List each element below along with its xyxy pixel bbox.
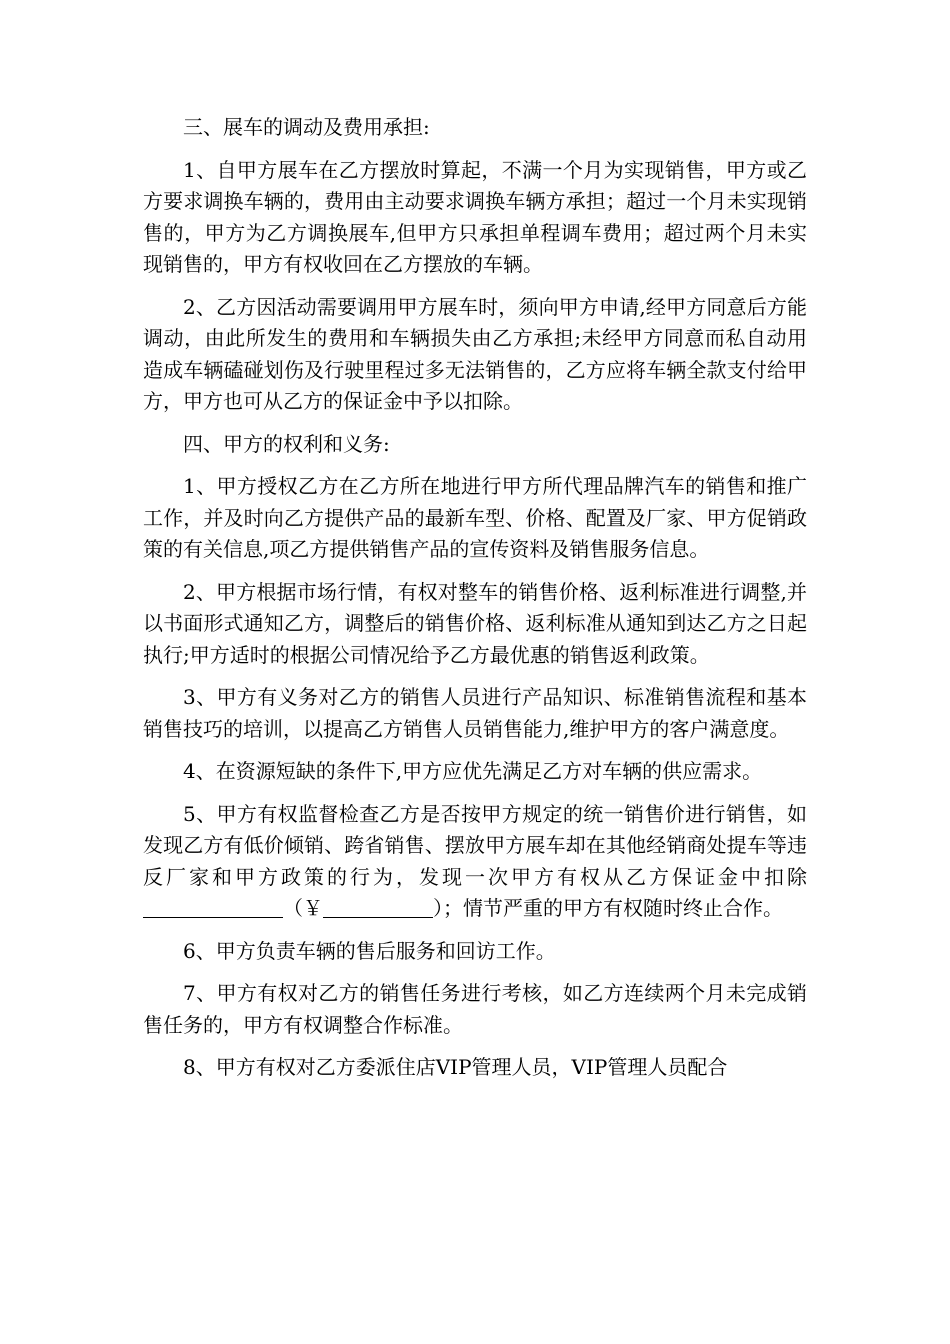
clause-4-8: 8、甲方有权对乙方委派住店VIP管理人员，VIP管理人员配合 xyxy=(183,1055,728,1079)
clause-4-6: 6、甲方负责车辆的售后服务和回访工作。 xyxy=(183,938,556,963)
clause-3-2: 2、乙方因活动需要调用甲方展车时，须向甲方申请,经甲方同意后方能调动，由此所发生的费用和车辆损失由乙方承担;未经甲方同意而私自动用造成车辆磕碰划伤及行驶里程过多无法销售的，乙方应将车辆全款支付给甲方，甲方也可从乙方的保证金中予以扣除。 xyxy=(143,294,807,413)
section-heading-4: 四、甲方的权利和义务: xyxy=(183,431,390,456)
clause-4-2: 2、甲方根据市场行情，有权对整车的销售价格、返利标准进行调整,并以书面形式通知乙方，调整后的销售价格、返利标准从通知到达乙方之日起执行;甲方适时的根据公司情况给予乙方最优惠的销售返利政策。 xyxy=(143,579,807,667)
clause-4-3: 3、甲方有义务对乙方的销售人员进行产品知识、标准销售流程和基本销售技巧的培训，以提高乙方销售人员销售能力,维护甲方的客户满意度。 xyxy=(143,685,807,741)
clause-3-1: 1、自甲方展车在乙方摆放时算起，不满一个月为实现销售，甲方或乙方要求调换车辆的，费用由主动要求调换车辆方承担；超过一个月未实现销售的，甲方为乙方调换展车,但甲方只承担单程调车费用；超过两个月未实现销售的，甲方有权收回在乙方摆放的车辆。 xyxy=(143,157,807,276)
clause-4-5 xyxy=(143,799,807,925)
section-heading-3: 三、展车的调动及费用承担: xyxy=(183,115,430,139)
clause-4-1: 1、甲方授权乙方在乙方所在地进行甲方所代理品牌汽车的销售和推广工作，并及时向乙方提供产品的最新车型、价格、配置及厂家、甲方促销政策的有关信息,项乙方提供销售产品的宣传资料及销售服务信息。 xyxy=(143,474,807,561)
deduction-amount-blank xyxy=(143,895,283,918)
clause-4-5-tail: ）；情节严重的甲方有权随时终止合作。 xyxy=(433,896,783,920)
deduction-yuan-blank xyxy=(323,895,433,918)
clause-4-5-text: 5、甲方有权监督检查乙方是否按甲方规定的统一销售价进行销售，如发现乙方有低价倾销、跨省销售、摆放甲方展车却在其他经销商处提车等违反厂家和甲方政策的行为，发现一次甲方有权从乙方保证金中扣除 xyxy=(143,801,807,889)
document-body xyxy=(143,112,807,1095)
clause-4-5-paren-open: （￥ xyxy=(283,896,323,920)
clause-4-4: 4、在资源短缺的条件下,甲方应优先满足乙方对车辆的供应需求。 xyxy=(183,759,763,783)
clause-4-7: 7、甲方有权对乙方的销售任务进行考核，如乙方连续两个月未完成销售任务的，甲方有权调整合作标准。 xyxy=(143,981,807,1037)
